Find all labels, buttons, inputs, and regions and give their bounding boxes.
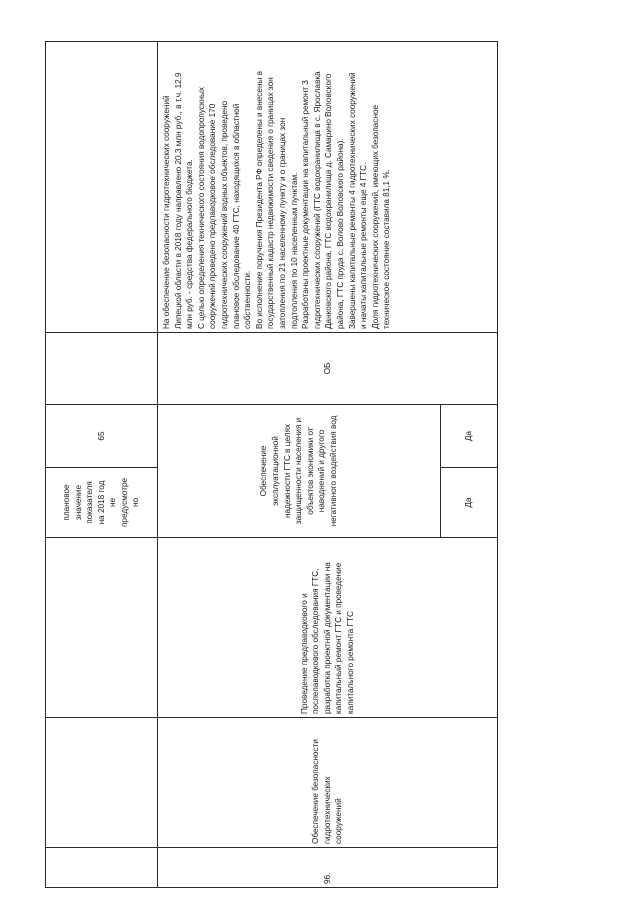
header-row [46, 42, 158, 888]
expected-result-cell [158, 405, 441, 538]
measure-line: Обеспечение безопасности [311, 739, 321, 844]
funding-source-cell [158, 333, 498, 405]
measure-line: сооружений [334, 798, 344, 844]
activities-line: капитального ремонта ГТС [345, 611, 355, 714]
measure-name-cell [158, 718, 498, 848]
report-line: плановое обследование 40 ГТС, находящихся в областной [231, 103, 241, 329]
expected-result-line: негативного воздействия вод [328, 415, 338, 527]
expected-result-line: надежности ГТС в целях [282, 424, 292, 518]
table-row [158, 42, 441, 888]
report-line: С целью определения технического состояния водопропускных [196, 86, 206, 329]
row-number: 96. [322, 872, 332, 884]
header-cell-number [46, 848, 158, 888]
plan-label-line: плановое [61, 484, 71, 521]
report-line: затопления по 21 населенному пункту и о границах зон [277, 117, 287, 329]
activities-line: Проведение предпаводкового и [299, 593, 309, 714]
activities-line: капитальный ремонт ГТС и проведение [334, 562, 344, 714]
row-number-cell [158, 848, 498, 888]
report-line: На обеспечение безопасности гидротехнических сооружений [162, 95, 171, 329]
result-cell [441, 468, 498, 538]
report-line: подтопления по 10 населенным пунктам. [289, 172, 299, 329]
data-table [45, 41, 498, 888]
header-cell-activities [46, 538, 158, 718]
report-line: млн руб. - средства федерального бюджета. [185, 159, 195, 329]
expected-result-line: наводнений и другого [317, 429, 327, 513]
report-line: техническое состояние составила 81,1 %. [382, 169, 392, 329]
measure-line: гидротехнических [322, 776, 332, 844]
report-line: гидротехнических сооружений (ГТС водохранилища в с. Ярославка [312, 71, 322, 329]
result-cell [441, 405, 498, 468]
expected-result-line: объектов экономики от [305, 427, 315, 515]
report-line: гидротехнических сооружений водных объектов, проведено [219, 100, 229, 329]
activities-cell [158, 538, 498, 718]
report-line: района, ГТС пруда с. Волово Воловского района). [335, 138, 345, 329]
report-line: собственности. [243, 270, 253, 329]
report-line: Данковского района, ГТС водохранилища д. Самарино Воловского [324, 73, 334, 329]
expected-result-line: Обеспечение [259, 445, 269, 497]
expected-result-line: эксплуатационной [271, 436, 281, 506]
activities-line: разработка проектной документации на [322, 562, 332, 714]
report-line: Во исполнение поручения Президента РФ определены и внесены в [254, 71, 264, 329]
report-line: Липецкой области в 2018 году направлено 20,3 млн руб., в т.ч. 12,9 [173, 72, 183, 329]
rotated-table-page [45, 42, 497, 888]
report-line: государственный кадастр недвижимости сведения о границах зон [266, 77, 276, 329]
activities-line: послепаводкового обследования ГТС, [311, 568, 321, 714]
plan-label-line: значение [73, 484, 83, 521]
report-cell [158, 42, 498, 333]
plan-label-line: не [108, 497, 118, 508]
plan-label-line: но [131, 497, 141, 508]
header-cell-measure [46, 718, 158, 848]
plan-label-line: показателя [85, 481, 95, 524]
report-line: Завершены капитальные ремонты 4 гидротехнических сооружений [347, 72, 357, 329]
plan-label-line: на 2018 год [96, 480, 106, 525]
header-cell-source [46, 333, 158, 405]
result-value: Да [464, 430, 474, 442]
expected-result-line: защищенности населения и [294, 417, 304, 525]
report-line: сооружений проведено предпаводковое обследование 170 [208, 103, 218, 329]
header-cell-report [46, 42, 158, 333]
report-line: Разработаны проектные документации на капитальный ремонт 3 [301, 80, 311, 329]
report-line: и начаты капитальные ремонты еще 4 ГТС. [359, 162, 369, 329]
funding-source: ОБ [322, 362, 332, 375]
header-cell-plan-value [46, 405, 158, 468]
header-cell-plan-label [46, 468, 158, 538]
report-line: Доля гидротехнических сооружений, имеющих безопасное [370, 104, 380, 329]
plan-label-line: предусмотре [119, 477, 129, 528]
plan-value: 65 [96, 431, 106, 441]
result-value: Да [464, 497, 474, 508]
